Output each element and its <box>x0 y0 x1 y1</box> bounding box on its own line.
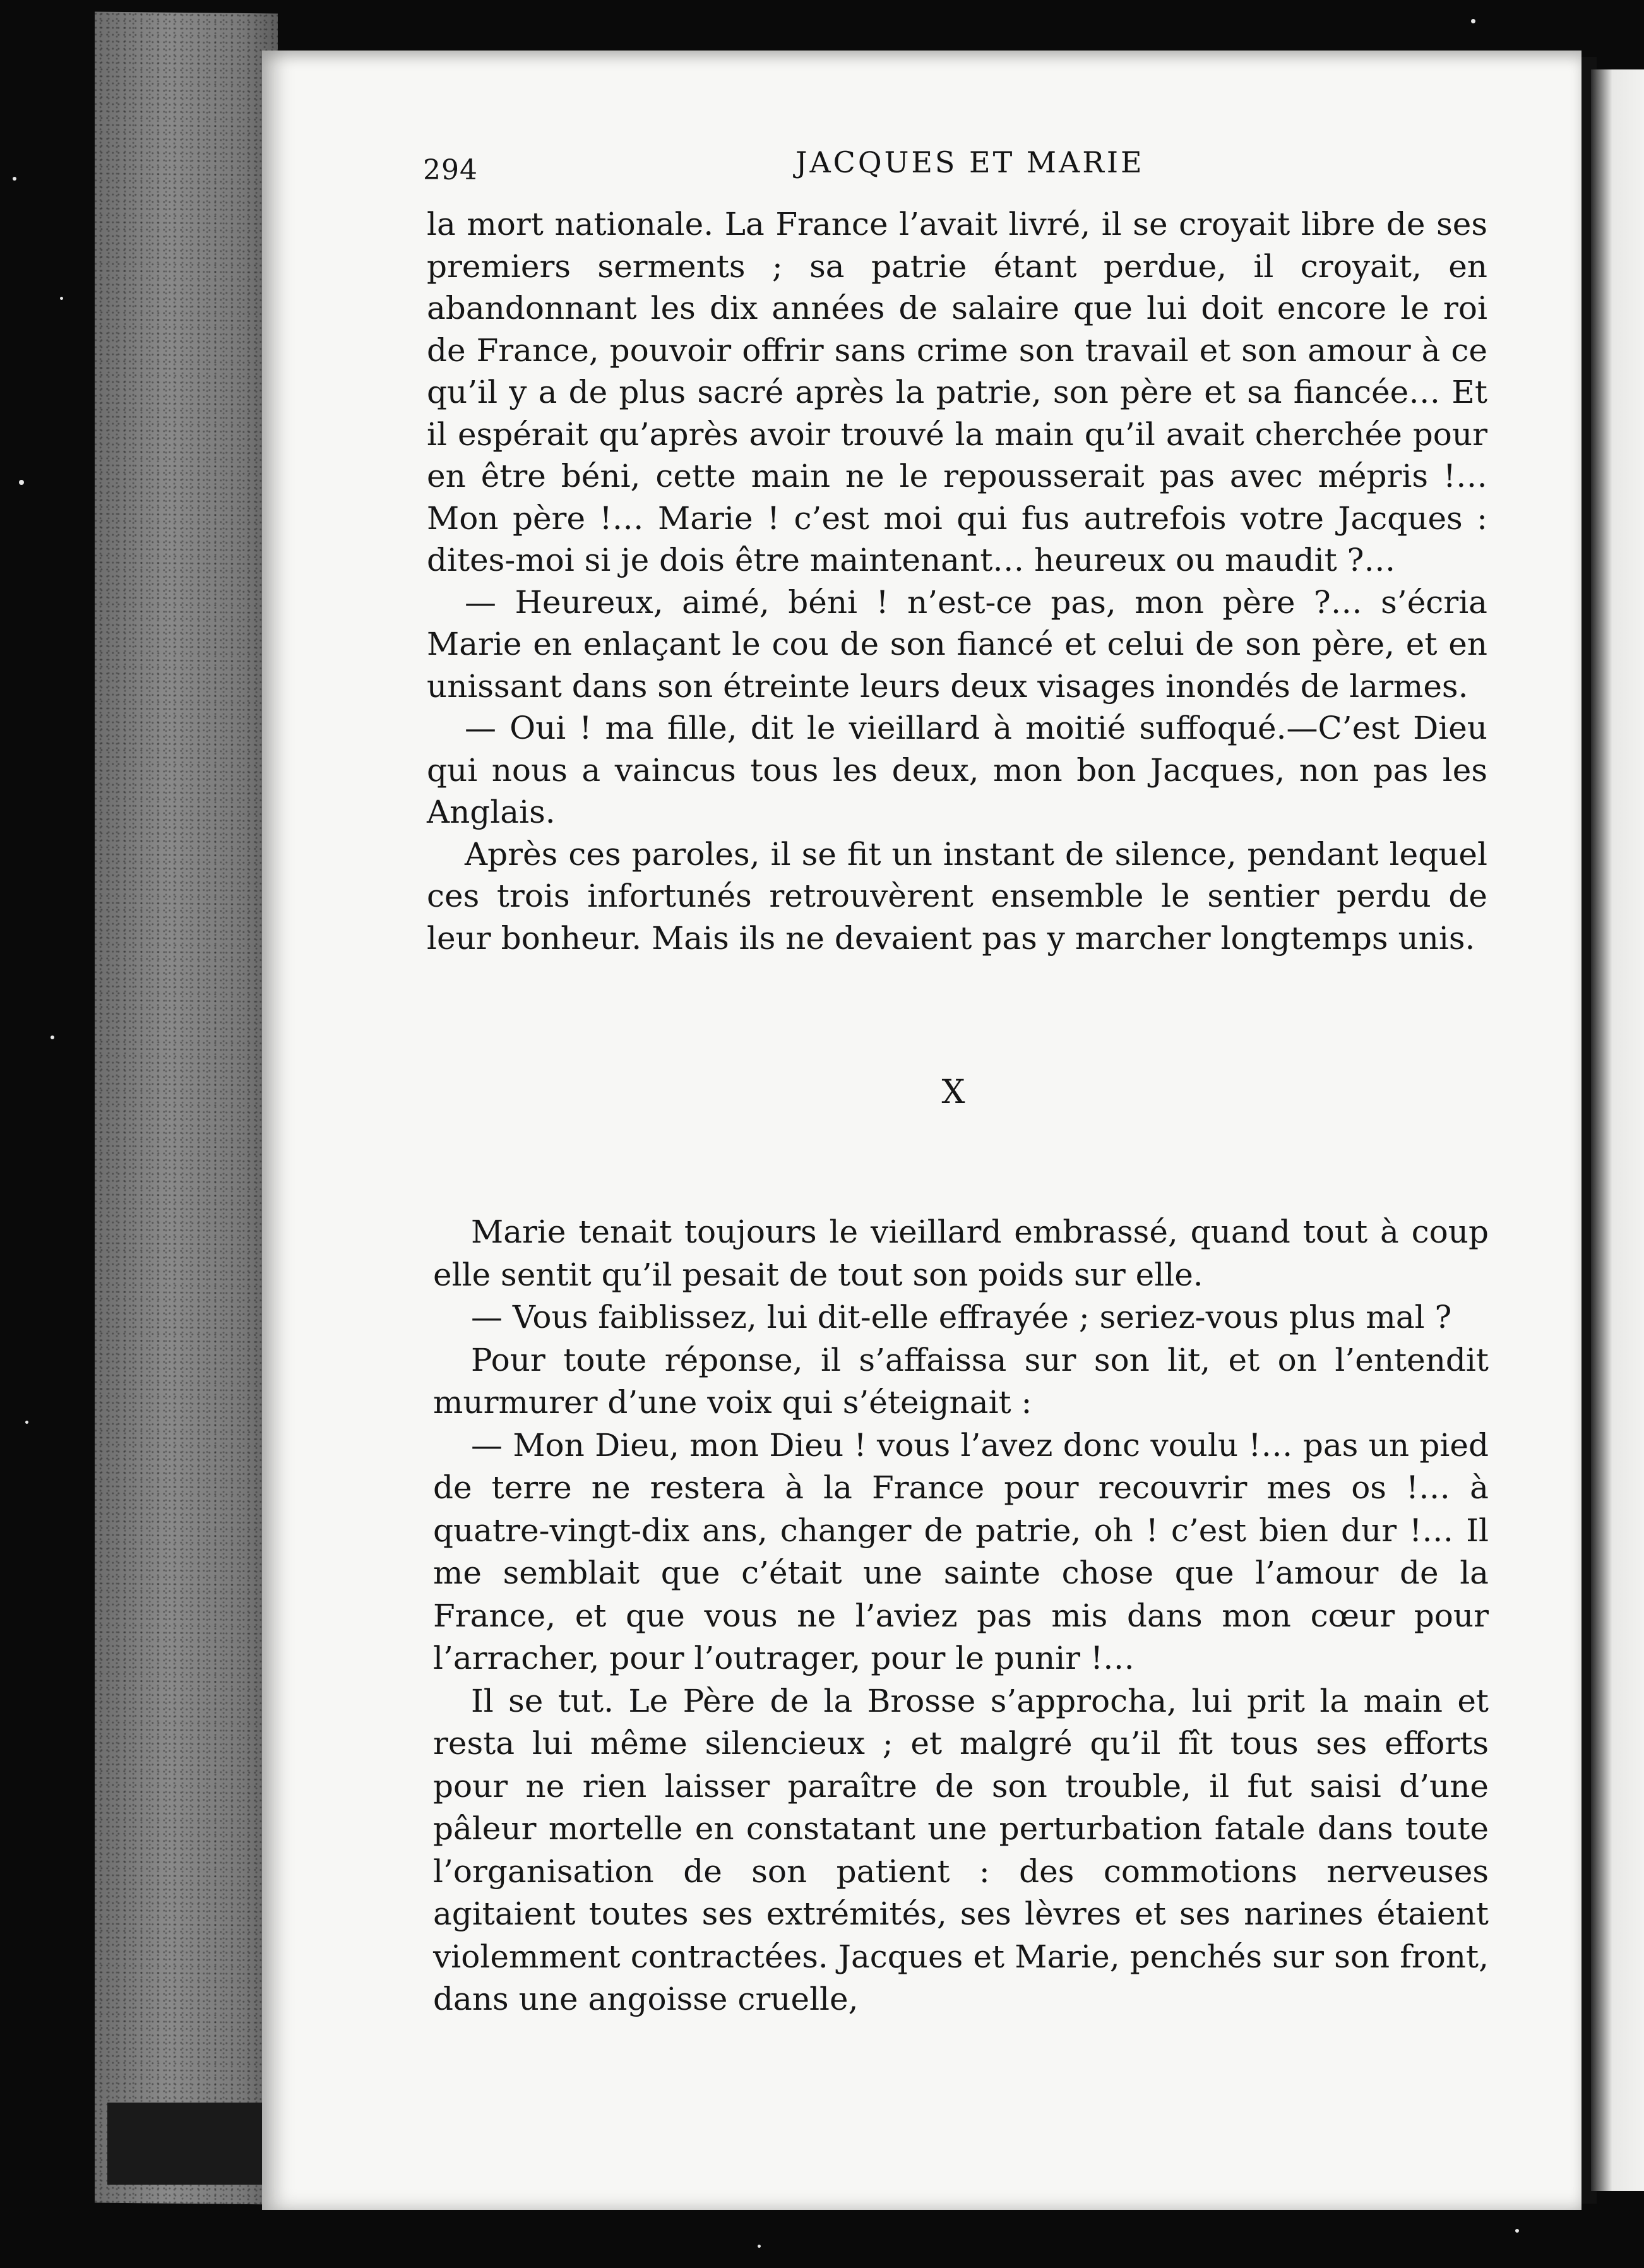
scan-speck <box>758 2245 761 2248</box>
next-page-strip <box>1591 69 1644 2191</box>
paragraph: Il se tut. Le Père de la Brosse s’approcha, lui prit la main et resta lui même silencieux ; et malgré qu’il fît tous ses efforts pour ne rien laisser paraître de son trouble, il fut saisi d’une pâleur mortelle en constatant une perturbation fatale dans toute l’organisation de son patient : des commotions nerveuses agitaient toutes ses extrémités, ses lèvres et ses narines étaient violemment contractées. Jacques et Marie, penchés sur son front, dans une angoisse cruelle, <box>433 1682 1489 2017</box>
paragraph: — Heureux, aimé, béni ! n’est-ce pas, mon père ?… s’écria Marie en enlaçant le cou de son fiancé et celui de son père, et en unissant dans son étreinte leurs deux visages inondés de larmes. <box>427 583 1487 705</box>
paragraph: — Mon Dieu, mon Dieu ! vous l’avez donc voulu !… pas un pied de terre ne restera à la France pour recouvrir mes os !… à quatre-vingt-dix ans, changer de patrie, oh ! c’est bien dur !… Il me semblait que c’était une sainte chose que l’amour de la France, et que vous ne l’aviez pas mis dans mon cœur pour l’arracher, pour l’outrager, pour le punir !… <box>433 1426 1489 1676</box>
scan-speck <box>25 1421 28 1424</box>
text-block-bottom <box>433 1211 1489 2021</box>
scan-speck <box>51 1036 54 1039</box>
paragraph: — Vous faiblissez, lui dit-elle effrayée ; seriez-vous plus mal ? <box>471 1299 1452 1335</box>
scan-speck <box>60 297 63 300</box>
scan-speck <box>19 480 24 485</box>
page-number: 294 <box>423 154 478 186</box>
book-edge-shadow <box>107 2103 284 2185</box>
scan-speck <box>1471 19 1475 23</box>
scan-speck <box>1515 2229 1519 2233</box>
paragraph: Après ces paroles, il se fit un instant de silence, pendant lequel ces trois infortunés retrouvèrent ensemble le sentier perdu de leur bonheur. Mais ils ne devaient pas y marcher longtemps unis. <box>427 835 1487 957</box>
paragraph: — Oui ! ma fille, dit le vieillard à moitié suffoqué.—C’est Dieu qui nous a vaincus tous les deux, mon bon Jacques, non pas les Anglais. <box>427 710 1487 830</box>
paragraph: Marie tenait toujours le vieillard embrassé, quand tout à coup elle sentit qu’il pesait de tout son poids sur elle. <box>433 1214 1489 1293</box>
chapter-heading: X <box>941 1073 965 1111</box>
book-page-edge <box>95 11 278 2204</box>
text-block-top <box>427 203 1487 959</box>
page-header <box>423 145 1465 189</box>
paragraph: la mort nationale. La France l’avait livré, il se croyait libre de ses premiers serments ; sa patrie étant perdue, il croyait, en abandonnant les dix années de salaire que lui doit encore le roi de France, pouvoir offrir sans crime son travail et son amour à ce qu’il y a de plus sacré après la patrie, son père et sa fiancée… Et il espérait qu’après avoir trouvé la main qu’il avait cherchée pour en être béni, cette main ne le repousserait pas avec mépris !… Mon père !… Marie ! c’est moi qui fus autrefois votre Jacques : dites-moi si je dois être maintenant… heureux ou maudit ?… <box>427 206 1487 578</box>
running-title: JACQUES ET MARIE <box>795 145 1145 179</box>
scan-speck <box>13 177 16 181</box>
paragraph: Pour toute réponse, il s’affaissa sur son lit, et on l’entendit murmurer d’une voix qui s’éteignait : <box>433 1341 1489 1421</box>
